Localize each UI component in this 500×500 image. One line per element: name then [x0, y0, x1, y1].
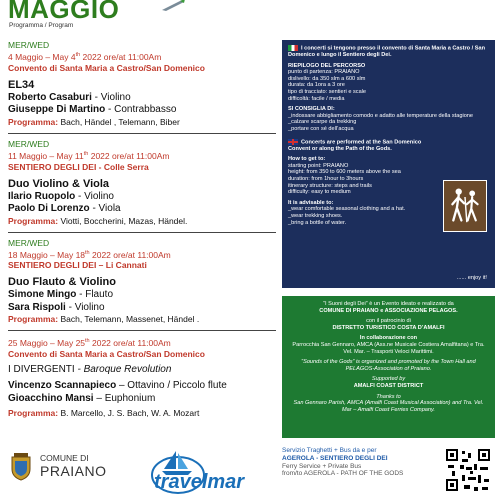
performer: Paolo Di Lorenzo - Viola	[8, 203, 121, 215]
visitor-info-box	[282, 40, 495, 288]
en-route-title: How to get to:	[288, 156, 326, 163]
event-program: Programma: Bach, Telemann, Massenet, Händel .	[8, 314, 200, 325]
event-place: Convento di Santa Maria a Castro/San Domenico	[8, 62, 205, 73]
it-route-line: tipo di tracciato: sentieri e scale	[288, 89, 367, 96]
en-intro: Concerts are performed at the San Domenico Convent or along the Path of the Gods.	[288, 139, 422, 152]
divider	[8, 232, 276, 233]
event-2	[8, 139, 276, 227]
schedule-column	[8, 40, 276, 419]
en-route-line: starting point: PRAIANO	[288, 162, 349, 169]
en-advice-title: It is advisable to:	[288, 199, 334, 206]
performer: Giuseppe Di Martino - Contrabbasso	[8, 104, 177, 116]
event-place: SENTIERO DEGLI DEI – Li Cannati	[8, 260, 147, 271]
it-route-line: durata: da 1ora a 3 ore	[288, 82, 345, 89]
performer: Sara Rispoli - Violino	[8, 301, 105, 313]
event-place: Convento di Santa Maria a Castro/San Domenico	[8, 349, 205, 360]
event-program: Programma: B. Marcello, J. S. Bach, W. A. Mozart	[8, 408, 200, 419]
travelmar-wordmark: travelmar	[154, 471, 245, 493]
en-route-line: difficulty: easy to medium	[288, 189, 351, 196]
event-date: 11 Maggio – May 11th 2022 ore/at 11:00Am	[8, 150, 170, 161]
performer: Gioacchino Mansi – Euphonium	[8, 392, 156, 404]
patronage-label: con il patrocinio di	[366, 318, 411, 325]
it-intro: I concerti si tengono presso il convento di Santa Maria a Castro / San Domenico e lungo il Sentiero degli Dei.	[288, 45, 486, 59]
comune-line1: COMUNE DI	[40, 453, 89, 463]
decorative-pen-icon	[160, 0, 186, 12]
uk-flag-icon	[288, 139, 298, 145]
ferry-line4: from/to AGEROLA - PATH OF THE GODS	[282, 470, 404, 478]
divider	[8, 133, 276, 134]
event-1	[8, 40, 276, 128]
performer: Roberto Casaburi - Violino	[8, 91, 131, 103]
performer: Simone Mingo - Flauto	[8, 289, 114, 301]
event-date: 18 Maggio – May 18th 2022 ore/at 11:00Am	[8, 249, 171, 260]
comune-logo	[40, 453, 107, 479]
supported-by-name: AMALFI COAST DISTRICT	[353, 382, 424, 389]
en-advice-line: _bring a bottle of water.	[288, 219, 347, 226]
event-day: MER/WED	[8, 237, 50, 248]
thanks-label: Thanks to	[376, 393, 401, 400]
hikers-sign-icon	[443, 180, 487, 232]
italian-flag-icon	[288, 45, 298, 51]
event-place: SENTIERO DEGLI DEI - Colle Serra	[8, 161, 149, 172]
organizers-box	[282, 296, 495, 438]
event-program: Programma: Bach, Händel , Telemann, Biber	[8, 116, 180, 127]
event-day: MER/WED	[8, 40, 50, 50]
event-4	[8, 336, 276, 419]
travelmar-logo	[150, 445, 270, 495]
ferry-line3: Ferry Service + Private Bus	[282, 462, 362, 470]
en-advice-line: _wear trekking shoes.	[288, 213, 343, 220]
event-name: I DIVERGENTI - Baroque Revolution	[8, 364, 172, 376]
page-title: MAGGIO	[8, 0, 120, 24]
organizers-intro: “I Suoni degli Dei” è un Evento ideato e realizzato da	[323, 301, 454, 307]
enjoy-note: ...... enjoy it!	[456, 275, 487, 282]
performer: Vincenzo Scannapieco – Ottavino / Piccolo flute	[8, 380, 227, 392]
organizers-names: COMUNE DI PRAIANO e ASSOCIAZIONE PELAGOS.	[319, 307, 458, 314]
event-3	[8, 238, 276, 326]
crest-icon	[10, 453, 32, 481]
it-route-title: RIEPILOGO DEL PERCORSO	[288, 62, 366, 69]
event-date: 25 Maggio – May 25th 2022 ore/at 11:00Am	[8, 338, 171, 349]
event-day: MER/WED	[8, 138, 50, 149]
ferry-service-note	[282, 447, 442, 478]
it-advice-line: _portare con sé dell’acqua	[288, 126, 354, 133]
event-name: Duo Violino & Viola	[8, 177, 110, 190]
patronage-name: DISTRETTO TURISTICO COSTA D’AMALFI	[332, 324, 445, 331]
en-route-line: itinerary structure: steps and trails	[288, 182, 372, 189]
it-advice-line: _indossare abbigliamento comodo e adatto alle temperature della stagione	[288, 112, 474, 119]
collaboration-label: In collaborazione con	[359, 335, 418, 342]
divider	[8, 330, 276, 331]
performer: Ilario Ruopolo - Violino	[8, 190, 114, 202]
ferry-line1: Servizio Traghetti + Bus da e per	[282, 447, 377, 454]
it-route-line: punto di partenza: PRAIANO	[288, 69, 360, 76]
collaboration-text: Parrocchia San Gennaro, AMCA (Ass.ne Musicale Costiera Amalfitana) e Tra. Vel. Mar. – Trasporti Veloci Marittimi.	[292, 341, 485, 355]
it-advice-title: SI CONSIGLIA DI:	[288, 106, 335, 113]
en-route-line: height: from 350 to 600 meters above the sea	[288, 169, 401, 176]
event-program: Programma: Viotti, Boccherini, Mazas, Händel.	[8, 215, 188, 226]
qr-code-icon[interactable]	[444, 447, 492, 493]
it-route-line: difficoltà: facile / media	[288, 95, 345, 102]
comune-line2: PRAIANO	[40, 463, 107, 479]
organized-by-en: “Sounds of the Gods” is organized and promoted by the Town Hall and PELAGOS-Association of Praiano.	[301, 359, 476, 372]
it-route-line: dislivello: da 350 slm a 600 slm	[288, 75, 366, 82]
event-date: 4 Maggio – May 4th 2022 ore/at 11:00Am	[8, 51, 162, 62]
event-name: Duo Flauto & Violino	[8, 276, 116, 289]
supported-by-label: Supported by	[371, 376, 406, 383]
en-route-line: duration: from 1hour to 3hours	[288, 176, 364, 183]
footer	[0, 443, 500, 500]
thanks-text: San Gennaro Parish, AMCA (Amalfi Coast Musical Association) and Tra. Vel. Mar – Amalfi Coast Ferries Company.	[293, 400, 484, 413]
page-subtitle: Programma / Program	[9, 22, 74, 29]
it-advice-line: _calzare scarpe da trekking	[288, 119, 357, 126]
ferry-line2: AGEROLA - SENTIERO DEGLI DEI	[282, 454, 388, 462]
en-advice-line: _wear comfortable seasonal clothing and a hat.	[288, 206, 406, 213]
event-name: EL34	[8, 78, 35, 91]
